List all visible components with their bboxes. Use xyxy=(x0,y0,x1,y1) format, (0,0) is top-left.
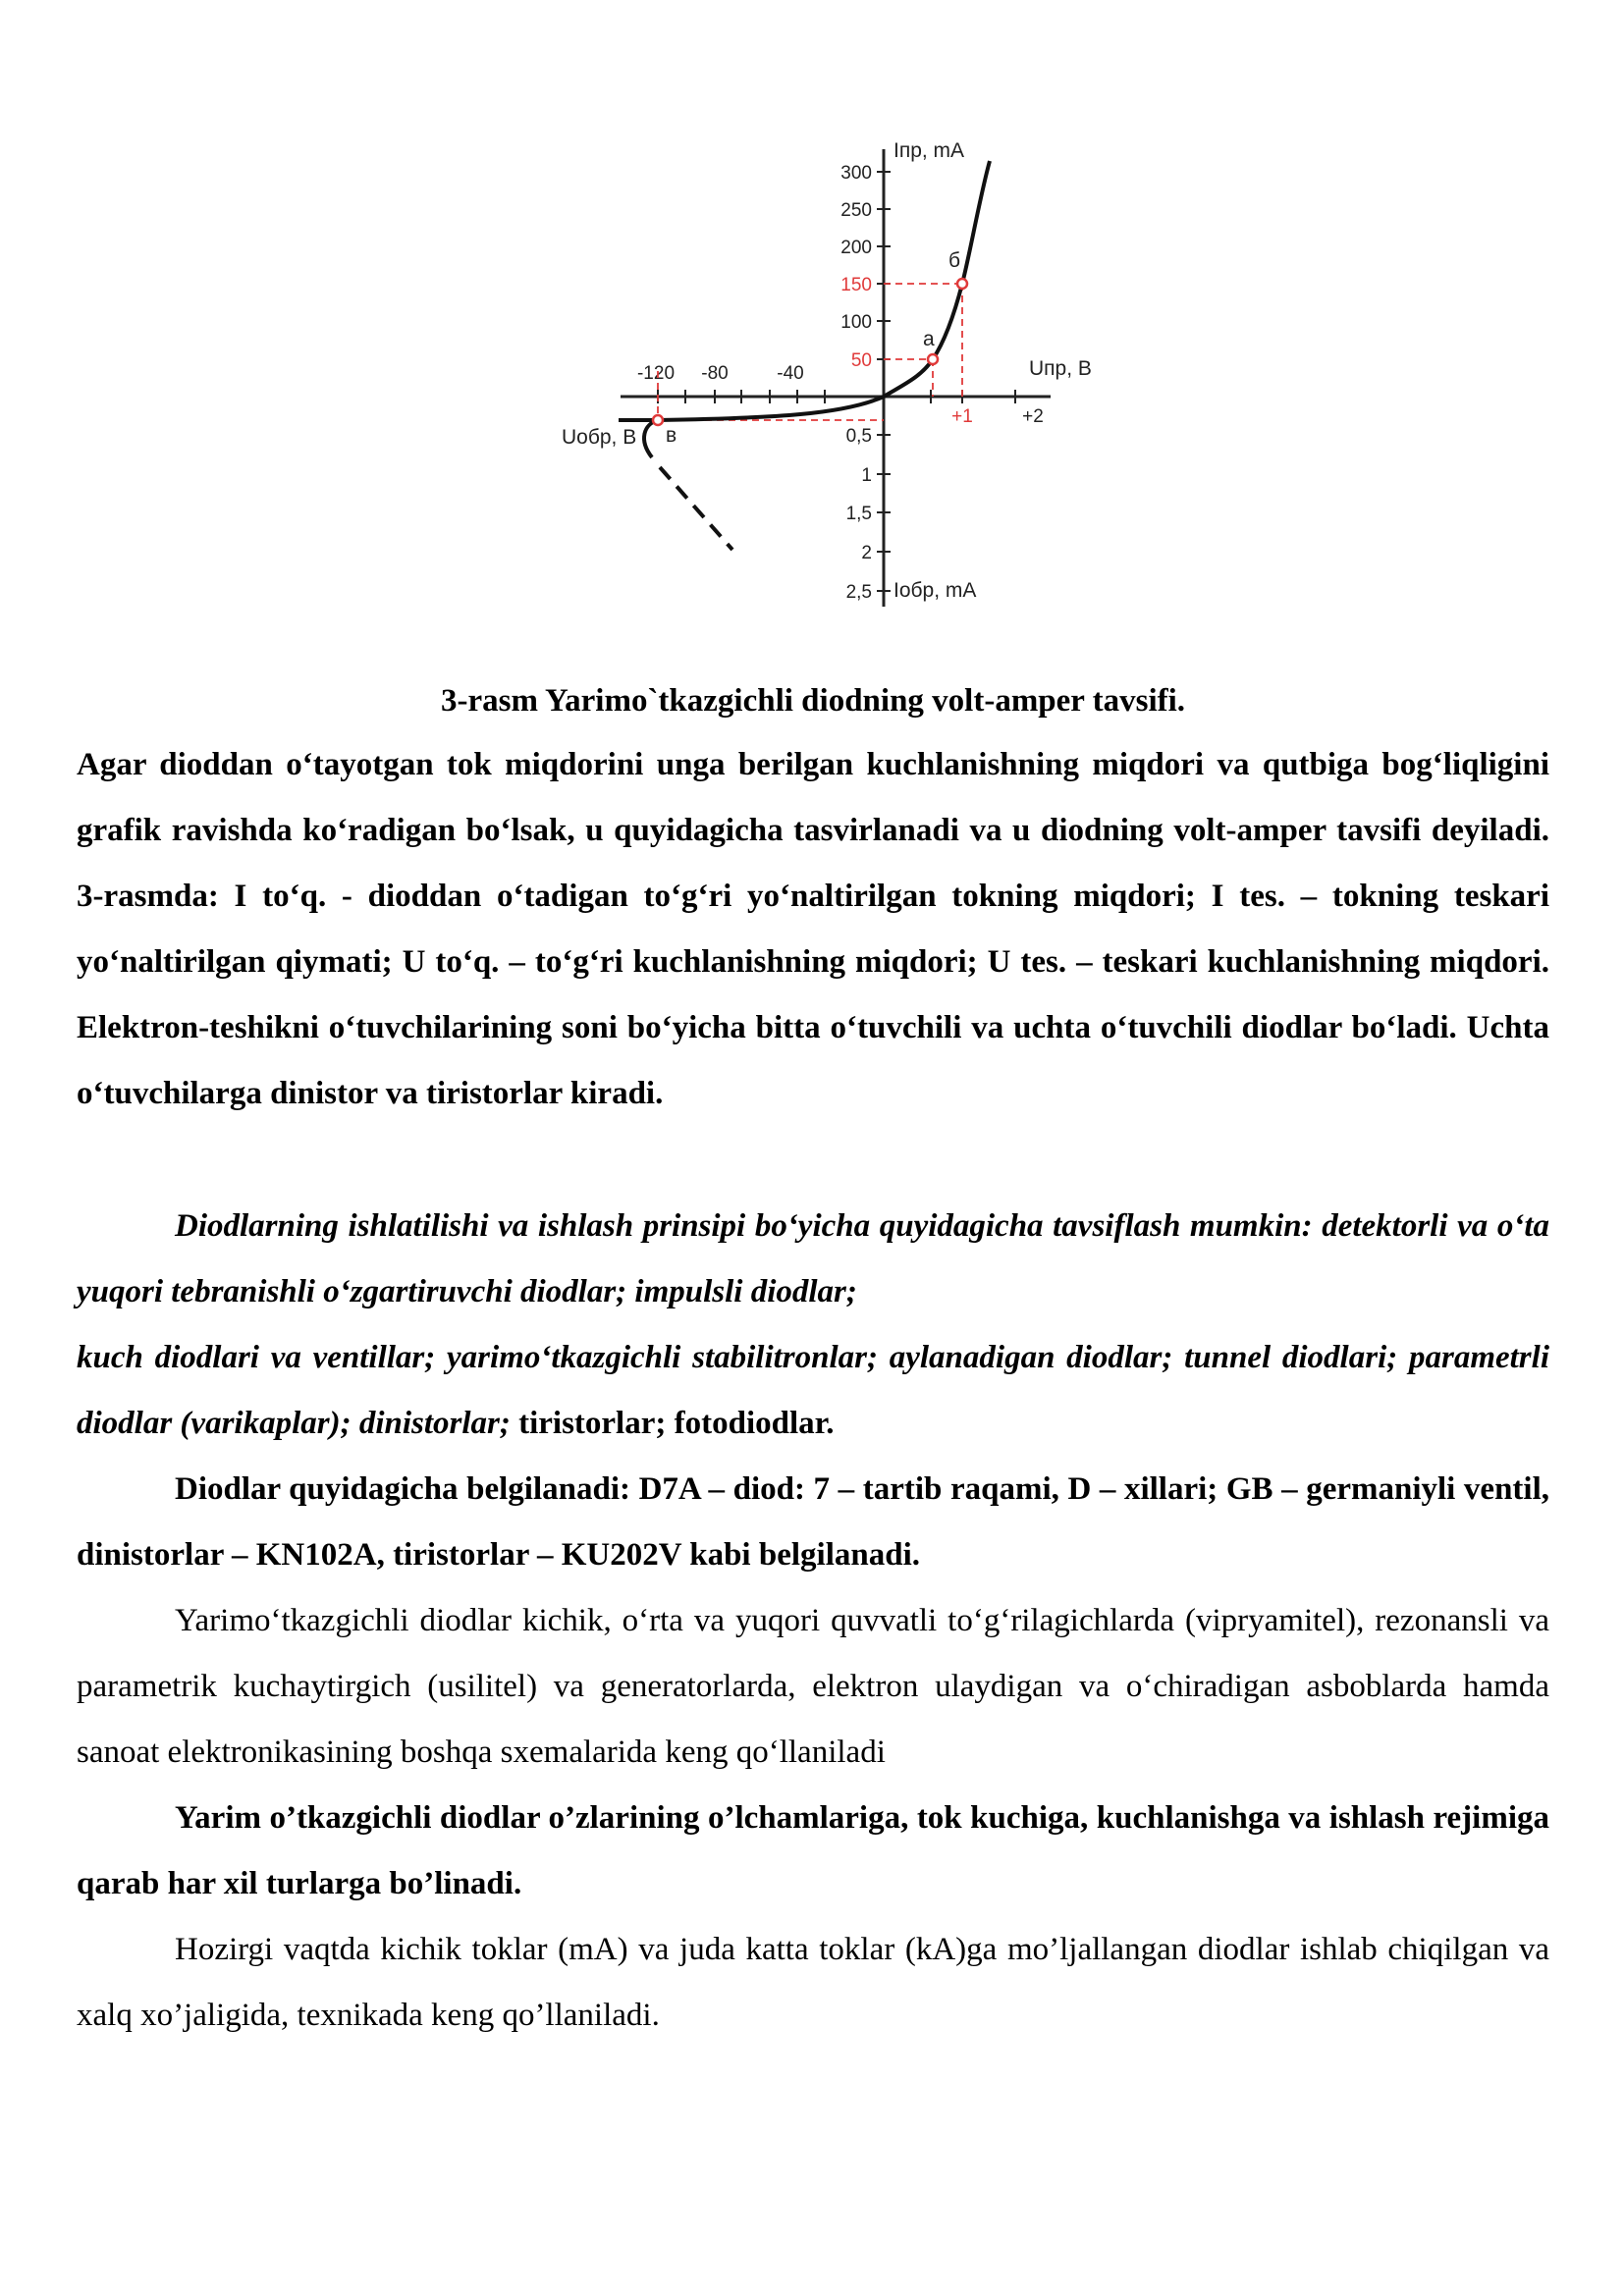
y-tick-1: 1 xyxy=(861,465,872,486)
point-v-label: в xyxy=(666,424,677,447)
y-tick-1-5: 1,5 xyxy=(845,504,872,524)
classification-intro: Diodlarning ishlatilishi va ishlash prinsipi bo‘yicha quyidagicha tavsiflash mumkin: detektorli va o‘ta yuqori tebranishli o‘zgartiruvchi diodlar; impulsli diodlar; xyxy=(77,1208,1549,1309)
x-tick-minus-80: -80 xyxy=(701,363,729,384)
paragraph-diode-kinds: Yarim o’tkazgichli diodlar o’zlarining o’lchamlariga, tok kuchiga, kuchlanishga va ishlash rejimiga qarab har xil turlarga bo’linadi. xyxy=(77,1800,1549,1901)
y-tick-300: 300 xyxy=(840,163,872,184)
y-tick-0-5: 0,5 xyxy=(845,426,872,447)
y-tick-200: 200 xyxy=(840,238,872,258)
point-b xyxy=(957,279,967,289)
y-tick-50: 50 xyxy=(850,350,872,371)
y-tick-250: 250 xyxy=(840,200,872,221)
x-tick-minus-40: -40 xyxy=(777,363,804,384)
point-a xyxy=(928,354,938,364)
y-tick-100: 100 xyxy=(840,312,872,333)
guide-lines xyxy=(658,284,962,420)
y-axis-label-top: Iпр, mA xyxy=(893,139,965,162)
vac-figure xyxy=(550,128,1100,618)
y-tick-150: 150 xyxy=(840,275,872,295)
point-b-label: б xyxy=(948,249,961,272)
y-axis-label-bottom: Iобр, mA xyxy=(893,579,977,602)
x-axis-label-left: Uобр, В xyxy=(562,426,637,449)
diode-types-normal: tiristorlar; fotodiodlar. xyxy=(510,1406,835,1441)
paragraph-diode-marking: Diodlar quyidagicha belgilanadi: D7A – diod: 7 – tartib raqami, D – xillari; GB – germaniyli ventil, dinistorlar – KN102A, tiristorlar – KU202V kabi belgilanadi. xyxy=(77,1471,1549,1573)
paragraph-diode-types xyxy=(77,1325,1549,1457)
paragraph-vac-description: Agar dioddan o‘tayotgan tok miqdorini unga berilgan kuchlanishning miqdori va qutbiga bog‘liqligini grafik ravishda ko‘radigan bo‘lsak, u quyidagicha tasvirlanadi va u diodning volt-amper tavsifi deyiladi. 3-rasmda: I to‘q. - dioddan o‘tadigan to‘g‘ri yo‘naltirilgan tokning miqdori; I tes. – tokning teskari yo‘naltirilgan qiymati; U to‘q. – to‘g‘ri kuchlanishning miqdori; U tes. – teskari kuchlanishning miqdori. Elektron-teshikni o‘tuvchilarining soni bo‘yicha bitta o‘tuvchili va uchta o‘tuvchili diodlar bo‘ladi. Uchta o‘tuvchilarga dinistor va tiristorlar kiradi. xyxy=(77,747,1549,1111)
paragraph-diode-applications: Yarimo‘tkazgichli diodlar kichik, o‘rta va yuqori quvvatli to‘g‘rilagichlarda (vipryamitel), rezonansli va parametrik kuchaytirgich (usilitel) va generatorlarda, elektron ulaydigan va o‘chiradigan asboblarda hamda sanoat elektronikasining boshqa sxemalarida keng qo‘llaniladi xyxy=(77,1603,1549,1770)
x-axis-label-right: Uпр, В xyxy=(1029,357,1092,380)
breakdown-dashed xyxy=(660,467,732,550)
x-tick-plus-2: +2 xyxy=(1022,406,1044,427)
y-tick-2: 2 xyxy=(861,543,872,563)
paragraph-diode-classification xyxy=(77,1194,1549,1325)
point-a-label: a xyxy=(923,328,935,350)
x-tick-minus-120: -120 xyxy=(636,363,676,384)
vac-diagram xyxy=(550,128,1100,618)
figure-caption: 3-rasm Yarimo`tkazgichli diodning volt-amper tavsifi. xyxy=(440,683,1186,719)
x-tick-plus-1: +1 xyxy=(951,406,973,427)
paragraph-diode-current-ranges: Hozirgi vaqtda kichik toklar (mA) va juda katta toklar (kA)ga mo’ljallangan diodlar ishlab chiqilgan va xalq xo’jaligida, texnikada keng qo’llaniladi. xyxy=(77,1932,1549,2033)
diode-types-italic: kuch diodlari va ventillar; yarimo‘tkazgichli stabilitronlar; aylanadigan diodlar; tunnel diodlari; parametrli diodlar (varikaplar); dinistorlar; xyxy=(77,1340,1549,1441)
y-tick-2-5: 2,5 xyxy=(845,582,872,603)
point-v xyxy=(653,415,663,425)
